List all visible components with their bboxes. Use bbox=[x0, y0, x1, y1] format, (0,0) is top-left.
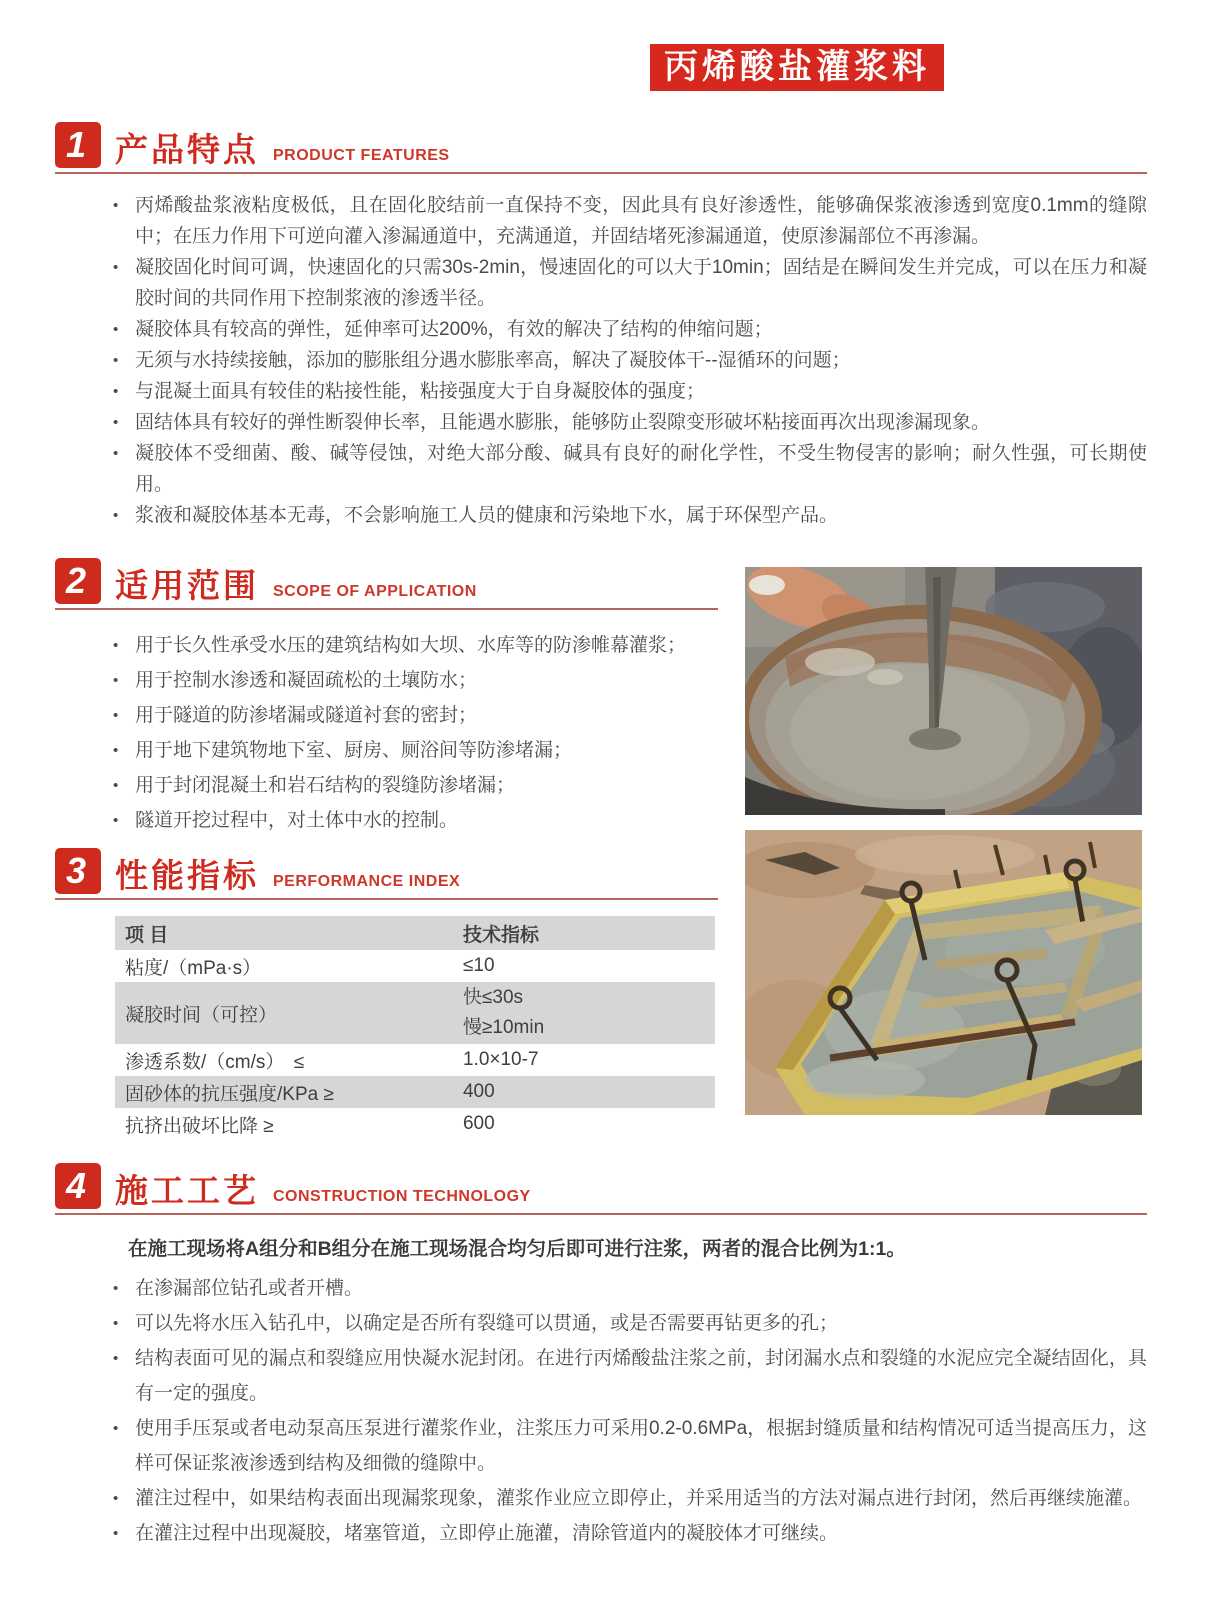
row-value-line: 快≤30s bbox=[462, 987, 524, 1008]
list-item: • 丙烯酸盐浆液粘度极低，且在固化胶结前一直保持不变，因此具有良好渗透性，能够确保浆液渗透到宽度0.1mm的缝隙中；在压力作用下可逆向灌入渗漏通道中，充满通道，并固结堵死渗漏通道，使原渗漏部位不再渗漏。 bbox=[135, 190, 1147, 252]
row-value: 400 bbox=[462, 1081, 495, 1102]
list-item: • 用于地下建筑物地下室、厨房、厕浴间等防渗堵漏； bbox=[135, 733, 718, 768]
section-header bbox=[55, 558, 718, 610]
table-header-value: 技术指标 bbox=[462, 924, 539, 946]
photo-grout-mixing bbox=[745, 567, 1142, 815]
row-value: ≤10 bbox=[462, 955, 495, 976]
section-title-en: PERFORMANCE INDEX bbox=[273, 873, 461, 890]
section-product-features bbox=[55, 122, 1147, 531]
section-title-cn: 性能指标 bbox=[115, 857, 259, 895]
row-label: 粘度/（mPa·s） bbox=[125, 957, 262, 979]
row-value: 600 bbox=[462, 1113, 495, 1134]
grout-mixing-illustration bbox=[745, 567, 1142, 815]
section-title-cn: 产品特点 bbox=[115, 131, 259, 169]
list-item: • 用于隧道的防渗堵漏或隧道衬套的密封； bbox=[135, 698, 718, 733]
section-header bbox=[55, 848, 718, 900]
performance-index-table bbox=[115, 916, 715, 1140]
mixing-ratio-intro: 在施工现场将A组分和B组分在施工现场混合均匀后即可进行注浆，两者的混合比例为1:1。 bbox=[128, 1238, 906, 1260]
section-scope-of-application bbox=[55, 558, 718, 838]
list-item: • 凝胶体不受细菌、酸、碱等侵蚀，对绝大部分酸、碱具有良好的耐化学性，不受生物侵害的影响；耐久性强，可长期使用。 bbox=[135, 438, 1147, 500]
row-value bbox=[459, 982, 715, 1044]
list-item: • 浆液和凝胶体基本无毒，不会影响施工人员的健康和污染地下水，属于环保型产品。 bbox=[135, 500, 1147, 531]
list-item: • 凝胶固化时间可调，快速固化的只需30s-2min，慢速固化的可以大于10min；固结是在瞬间发生并完成，可以在压力和凝胶时间的共同作用下控制浆液的渗透半径。 bbox=[135, 252, 1147, 314]
row-label: 渗透系数/（cm/s） ≤ bbox=[125, 1051, 305, 1073]
list-item: • 使用手压泵或者电动泵高压泵进行灌浆作业，注浆压力可采用0.2-0.6MPa，根据封缝质量和结构情况可适当提高压力，这样可保证浆液渗透到结构及细微的缝隙中。 bbox=[135, 1411, 1147, 1481]
list-item: • 在灌注过程中出现凝胶，堵塞管道，立即停止施灌，清除管道内的凝胶体才可继续。 bbox=[135, 1516, 1147, 1551]
section-number-badge: 4 bbox=[55, 1163, 101, 1209]
row-label: 固砂体的抗压强度/KPa ≥ bbox=[125, 1083, 334, 1105]
product-title-banner: 丙烯酸盐灌浆料 bbox=[650, 44, 944, 91]
table-header-item: 项 目 bbox=[125, 924, 169, 946]
section-title-cn: 施工工艺 bbox=[115, 1172, 259, 1210]
list-item: • 用于控制水渗透和凝固疏松的土壤防水； bbox=[135, 663, 718, 698]
table-row bbox=[115, 982, 715, 1044]
section-performance-index bbox=[55, 848, 718, 1140]
row-value: 1.0×10-7 bbox=[462, 1049, 539, 1070]
construction-steps-list bbox=[55, 1271, 1147, 1551]
row-value-line: 慢≥10min bbox=[462, 1017, 545, 1038]
row-label: 抗挤出破坏比降 ≥ bbox=[125, 1115, 274, 1137]
table-row bbox=[115, 1076, 715, 1108]
table-header-row bbox=[115, 916, 715, 950]
list-item: • 用于长久性承受水压的建筑结构如大坝、水库等的防渗帷幕灌浆； bbox=[135, 628, 718, 663]
list-item: • 无须与水持续接触，添加的膨胀组分遇水膨胀率高，解决了凝胶体干--湿循环的问题； bbox=[135, 345, 1147, 376]
section-title-en: PRODUCT FEATURES bbox=[273, 147, 450, 164]
section-number-badge: 2 bbox=[55, 558, 101, 604]
section-title-cn: 适用范围 bbox=[115, 567, 259, 605]
list-item: • 灌注过程中，如果结构表面出现漏浆现象，灌浆作业应立即停止，并采用适当的方法对漏点进行封闭，然后再继续施灌。 bbox=[135, 1481, 1147, 1516]
section-number-badge: 1 bbox=[55, 122, 101, 168]
row-label: 凝胶时间（可控） bbox=[125, 1004, 278, 1026]
section-header bbox=[55, 122, 1147, 174]
table-row bbox=[115, 1044, 715, 1076]
list-item: • 用于封闭混凝土和岩石结构的裂缝防渗堵漏； bbox=[135, 768, 718, 803]
list-item: • 凝胶体具有较高的弹性，延伸率可达200%，有效的解决了结构的伸缩问题； bbox=[135, 314, 1147, 345]
section-construction-technology bbox=[55, 1163, 1147, 1551]
photo-formwork-grouting bbox=[745, 830, 1142, 1115]
list-item: • 隧道开挖过程中，对土体中水的控制。 bbox=[135, 803, 718, 838]
section-title-en: SCOPE OF APPLICATION bbox=[273, 583, 477, 600]
section-title-en: CONSTRUCTION TECHNOLOGY bbox=[273, 1188, 531, 1205]
formwork-grouting-illustration bbox=[745, 830, 1142, 1115]
list-item: • 在渗漏部位钻孔或者开槽。 bbox=[135, 1271, 1147, 1306]
feature-list bbox=[55, 190, 1147, 531]
list-item: • 固结体具有较好的弹性断裂伸长率，且能遇水膨胀，能够防止裂隙变形破坏粘接面再次出现渗漏现象。 bbox=[135, 407, 1147, 438]
section-header bbox=[55, 1163, 1147, 1215]
table-row bbox=[115, 950, 715, 982]
application-list bbox=[55, 628, 718, 838]
table-row bbox=[115, 1108, 715, 1140]
list-item: • 可以先将水压入钻孔中，以确定是否所有裂缝可以贯通，或是否需要再钻更多的孔； bbox=[135, 1306, 1147, 1341]
section-number-badge: 3 bbox=[55, 848, 101, 894]
list-item: • 与混凝土面具有较佳的粘接性能，粘接强度大于自身凝胶体的强度； bbox=[135, 376, 1147, 407]
list-item: • 结构表面可见的漏点和裂缝应用快凝水泥封闭。在进行丙烯酸盐注浆之前，封闭漏水点和裂缝的水泥应完全凝结固化，具有一定的强度。 bbox=[135, 1341, 1147, 1411]
